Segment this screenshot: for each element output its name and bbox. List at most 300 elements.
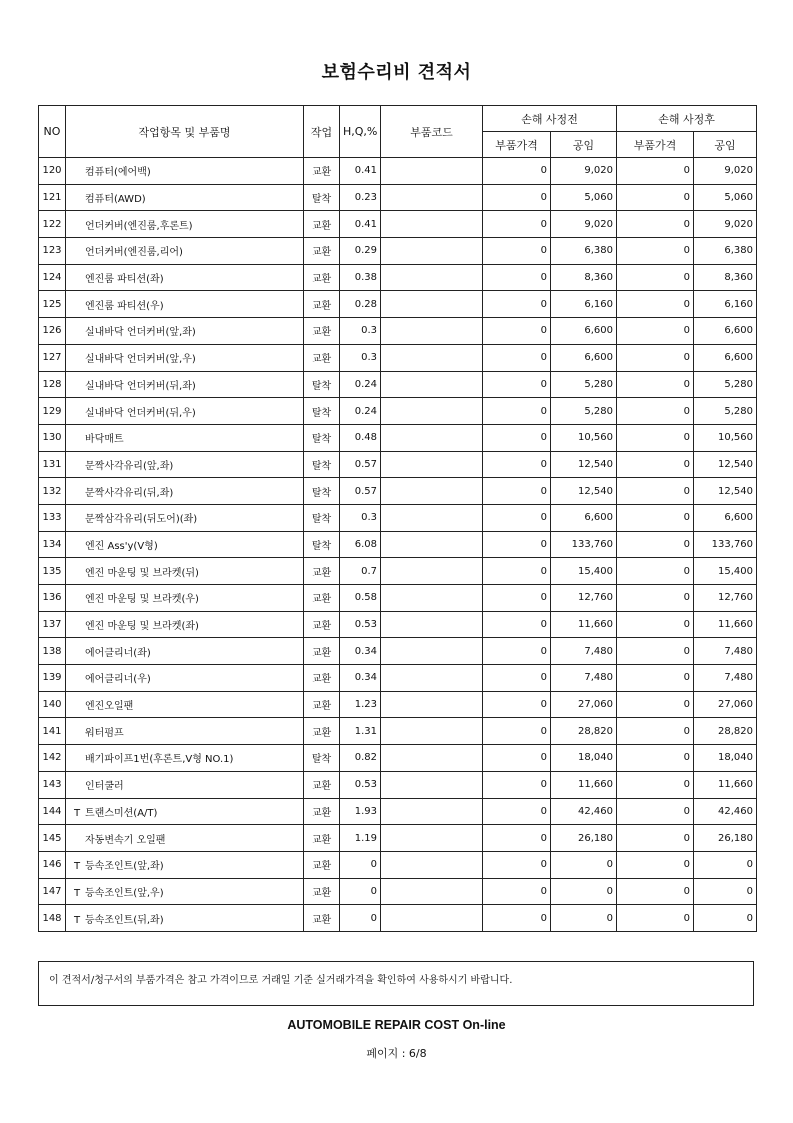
row-work: 교환 bbox=[304, 264, 340, 291]
row-price-before: 0 bbox=[483, 691, 551, 718]
row-name bbox=[66, 718, 304, 745]
table-row bbox=[39, 398, 757, 425]
row-price-after: 0 bbox=[617, 318, 694, 345]
row-name-text: 실내바닥 언더커버(뒤,우) bbox=[85, 407, 196, 419]
row-hq: 0.48 bbox=[340, 424, 381, 451]
header-price-before: 부품가격 bbox=[483, 132, 551, 158]
row-labor-after: 9,020 bbox=[694, 211, 757, 238]
row-hq: 0.28 bbox=[340, 291, 381, 318]
row-hq: 1.23 bbox=[340, 691, 381, 718]
row-price-after: 0 bbox=[617, 264, 694, 291]
row-price-after: 0 bbox=[617, 371, 694, 398]
row-work: 탈착 bbox=[304, 531, 340, 558]
row-price-before: 0 bbox=[483, 371, 551, 398]
row-work: 탈착 bbox=[304, 184, 340, 211]
row-labor-before: 9,020 bbox=[551, 211, 617, 238]
row-no: 125 bbox=[39, 291, 66, 318]
row-code bbox=[381, 318, 483, 345]
row-labor-after: 6,600 bbox=[694, 504, 757, 531]
row-price-after: 0 bbox=[617, 905, 694, 932]
row-mark: T bbox=[73, 914, 81, 926]
row-work: 교환 bbox=[304, 798, 340, 825]
row-price-before: 0 bbox=[483, 211, 551, 238]
row-work: 교환 bbox=[304, 825, 340, 852]
row-hq: 0 bbox=[340, 851, 381, 878]
row-code bbox=[381, 371, 483, 398]
table-row bbox=[39, 158, 757, 185]
row-labor-before: 6,160 bbox=[551, 291, 617, 318]
row-name bbox=[66, 158, 304, 185]
table-row bbox=[39, 905, 757, 932]
row-name-text: 언더커버(엔진룸,리어) bbox=[85, 247, 183, 259]
row-price-before: 0 bbox=[483, 905, 551, 932]
row-code bbox=[381, 478, 483, 505]
row-name-text: 엔진룸 파티션(우) bbox=[85, 300, 164, 312]
row-name bbox=[66, 585, 304, 612]
table-row bbox=[39, 371, 757, 398]
table-row bbox=[39, 504, 757, 531]
row-labor-after: 12,540 bbox=[694, 478, 757, 505]
row-no: 133 bbox=[39, 504, 66, 531]
row-code bbox=[381, 531, 483, 558]
table-row bbox=[39, 878, 757, 905]
row-hq: 0.57 bbox=[340, 451, 381, 478]
row-name-text: 실내바닥 언더커버(앞,우) bbox=[85, 354, 196, 366]
row-labor-after: 18,040 bbox=[694, 745, 757, 772]
row-work: 탈착 bbox=[304, 478, 340, 505]
row-labor-after: 15,400 bbox=[694, 558, 757, 585]
row-name-text: 배기파이프1번(후론트,V형 NO.1) bbox=[85, 754, 234, 766]
table-row bbox=[39, 531, 757, 558]
row-work: 교환 bbox=[304, 878, 340, 905]
row-price-after: 0 bbox=[617, 691, 694, 718]
row-price-before: 0 bbox=[483, 318, 551, 345]
row-labor-after: 28,820 bbox=[694, 718, 757, 745]
row-no: 141 bbox=[39, 718, 66, 745]
row-no: 129 bbox=[39, 398, 66, 425]
row-name bbox=[66, 558, 304, 585]
page-number: 페이지 : 6/8 bbox=[366, 1047, 427, 1060]
row-labor-after: 6,160 bbox=[694, 291, 757, 318]
row-price-before: 0 bbox=[483, 291, 551, 318]
table-header bbox=[39, 106, 757, 158]
row-no: 130 bbox=[39, 424, 66, 451]
row-labor-after: 7,480 bbox=[694, 638, 757, 665]
row-labor-after: 0 bbox=[694, 878, 757, 905]
row-labor-before: 6,600 bbox=[551, 318, 617, 345]
row-code bbox=[381, 211, 483, 238]
row-labor-after: 9,020 bbox=[694, 158, 757, 185]
row-price-after: 0 bbox=[617, 585, 694, 612]
row-mark: T bbox=[73, 807, 81, 819]
row-labor-before: 6,380 bbox=[551, 238, 617, 265]
row-hq: 0.53 bbox=[340, 611, 381, 638]
row-work: 교환 bbox=[304, 318, 340, 345]
row-name-text: 엔진 마운팅 및 브라켓(우) bbox=[85, 594, 199, 606]
row-name-text: 실내바닥 언더커버(앞,좌) bbox=[85, 327, 196, 339]
row-no: 143 bbox=[39, 771, 66, 798]
row-labor-before: 9,020 bbox=[551, 158, 617, 185]
row-price-after: 0 bbox=[617, 531, 694, 558]
row-name bbox=[66, 878, 304, 905]
table-row bbox=[39, 184, 757, 211]
row-no: 124 bbox=[39, 264, 66, 291]
header-labor-before: 공임 bbox=[551, 132, 617, 158]
table-row bbox=[39, 825, 757, 852]
row-code bbox=[381, 585, 483, 612]
row-price-after: 0 bbox=[617, 611, 694, 638]
row-price-before: 0 bbox=[483, 531, 551, 558]
row-no: 122 bbox=[39, 211, 66, 238]
row-labor-before: 7,480 bbox=[551, 638, 617, 665]
row-work: 교환 bbox=[304, 665, 340, 692]
header-before: 손해 사정전 bbox=[483, 106, 617, 132]
row-no: 146 bbox=[39, 851, 66, 878]
row-no: 139 bbox=[39, 665, 66, 692]
row-price-after: 0 bbox=[617, 211, 694, 238]
row-work: 탈착 bbox=[304, 504, 340, 531]
header-price-after: 부품가격 bbox=[617, 132, 694, 158]
row-price-after: 0 bbox=[617, 478, 694, 505]
row-labor-before: 6,600 bbox=[551, 504, 617, 531]
table-row bbox=[39, 451, 757, 478]
table-row bbox=[39, 558, 757, 585]
row-name bbox=[66, 371, 304, 398]
header-code: 부품코드 bbox=[381, 106, 483, 158]
row-labor-before: 0 bbox=[551, 878, 617, 905]
row-name-text: 등속조인트(앞,우) bbox=[85, 887, 164, 899]
row-name bbox=[66, 344, 304, 371]
row-price-after: 0 bbox=[617, 851, 694, 878]
row-name bbox=[66, 691, 304, 718]
table-row bbox=[39, 691, 757, 718]
row-labor-before: 10,560 bbox=[551, 424, 617, 451]
row-no: 120 bbox=[39, 158, 66, 185]
row-name bbox=[66, 665, 304, 692]
row-price-before: 0 bbox=[483, 771, 551, 798]
table-row bbox=[39, 718, 757, 745]
row-hq: 0.29 bbox=[340, 238, 381, 265]
row-price-before: 0 bbox=[483, 851, 551, 878]
row-price-before: 0 bbox=[483, 424, 551, 451]
row-code bbox=[381, 771, 483, 798]
row-name-text: 컴퓨터(에어백) bbox=[85, 167, 151, 179]
row-labor-before: 27,060 bbox=[551, 691, 617, 718]
row-hq: 0.38 bbox=[340, 264, 381, 291]
header-work: 작업 bbox=[304, 106, 340, 158]
row-price-after: 0 bbox=[617, 798, 694, 825]
table-row bbox=[39, 638, 757, 665]
row-name bbox=[66, 905, 304, 932]
row-code bbox=[381, 878, 483, 905]
row-price-after: 0 bbox=[617, 718, 694, 745]
row-labor-after: 10,560 bbox=[694, 424, 757, 451]
row-code bbox=[381, 558, 483, 585]
row-price-before: 0 bbox=[483, 264, 551, 291]
row-work: 교환 bbox=[304, 771, 340, 798]
row-work: 교환 bbox=[304, 585, 340, 612]
row-hq: 1.93 bbox=[340, 798, 381, 825]
row-price-after: 0 bbox=[617, 745, 694, 772]
row-labor-after: 12,540 bbox=[694, 451, 757, 478]
row-labor-after: 27,060 bbox=[694, 691, 757, 718]
row-price-after: 0 bbox=[617, 424, 694, 451]
row-mark: T bbox=[73, 887, 81, 899]
row-no: 137 bbox=[39, 611, 66, 638]
row-no: 148 bbox=[39, 905, 66, 932]
table-row bbox=[39, 771, 757, 798]
header-item: 작업항목 및 부품명 bbox=[66, 106, 304, 158]
table-row bbox=[39, 211, 757, 238]
row-hq: 0 bbox=[340, 878, 381, 905]
row-hq: 0.3 bbox=[340, 504, 381, 531]
row-price-before: 0 bbox=[483, 585, 551, 612]
row-hq: 0.34 bbox=[340, 665, 381, 692]
row-code bbox=[381, 451, 483, 478]
row-work: 교환 bbox=[304, 291, 340, 318]
row-name-text: 엔진 마운팅 및 브라켓(뒤) bbox=[85, 567, 199, 579]
row-name-text: 엔진오일팬 bbox=[85, 701, 134, 713]
row-no: 147 bbox=[39, 878, 66, 905]
row-price-after: 0 bbox=[617, 638, 694, 665]
row-price-before: 0 bbox=[483, 611, 551, 638]
row-no: 134 bbox=[39, 531, 66, 558]
header-hq: H,Q,% bbox=[340, 106, 381, 158]
row-hq: 1.31 bbox=[340, 718, 381, 745]
row-price-after: 0 bbox=[617, 878, 694, 905]
row-no: 127 bbox=[39, 344, 66, 371]
row-name-text: 트랜스미션(A/T) bbox=[85, 807, 158, 819]
row-labor-after: 133,760 bbox=[694, 531, 757, 558]
row-labor-after: 11,660 bbox=[694, 611, 757, 638]
row-work: 교환 bbox=[304, 344, 340, 371]
row-work: 교환 bbox=[304, 238, 340, 265]
row-labor-before: 12,540 bbox=[551, 451, 617, 478]
row-price-before: 0 bbox=[483, 504, 551, 531]
row-labor-after: 11,660 bbox=[694, 771, 757, 798]
row-labor-after: 8,360 bbox=[694, 264, 757, 291]
row-name-text: 에어클리너(좌) bbox=[85, 647, 151, 659]
row-labor-before: 5,280 bbox=[551, 371, 617, 398]
row-name bbox=[66, 318, 304, 345]
row-name-text: 컴퓨터(AWD) bbox=[85, 194, 146, 206]
row-price-after: 0 bbox=[617, 665, 694, 692]
table-row bbox=[39, 745, 757, 772]
row-labor-after: 6,600 bbox=[694, 344, 757, 371]
row-price-after: 0 bbox=[617, 344, 694, 371]
row-no: 138 bbox=[39, 638, 66, 665]
row-labor-before: 18,040 bbox=[551, 745, 617, 772]
row-labor-before: 8,360 bbox=[551, 264, 617, 291]
row-labor-before: 5,060 bbox=[551, 184, 617, 211]
row-labor-before: 6,600 bbox=[551, 344, 617, 371]
row-work: 교환 bbox=[304, 905, 340, 932]
row-hq: 0.7 bbox=[340, 558, 381, 585]
row-price-before: 0 bbox=[483, 745, 551, 772]
table-row bbox=[39, 665, 757, 692]
row-code bbox=[381, 638, 483, 665]
row-price-before: 0 bbox=[483, 718, 551, 745]
row-code bbox=[381, 264, 483, 291]
row-hq: 0.3 bbox=[340, 318, 381, 345]
row-code bbox=[381, 398, 483, 425]
row-labor-before: 12,540 bbox=[551, 478, 617, 505]
row-name-text: 엔진 Ass'y(V형) bbox=[85, 540, 158, 552]
row-no: 142 bbox=[39, 745, 66, 772]
row-price-before: 0 bbox=[483, 798, 551, 825]
row-price-after: 0 bbox=[617, 825, 694, 852]
row-code bbox=[381, 851, 483, 878]
row-hq: 0.34 bbox=[340, 638, 381, 665]
row-work: 탈착 bbox=[304, 371, 340, 398]
row-hq: 1.19 bbox=[340, 825, 381, 852]
table-row bbox=[39, 238, 757, 265]
table-row bbox=[39, 424, 757, 451]
row-code bbox=[381, 745, 483, 772]
header-after: 손해 사정후 bbox=[617, 106, 757, 132]
row-name bbox=[66, 424, 304, 451]
row-price-before: 0 bbox=[483, 558, 551, 585]
table-row bbox=[39, 344, 757, 371]
row-name bbox=[66, 264, 304, 291]
row-no: 131 bbox=[39, 451, 66, 478]
row-name bbox=[66, 638, 304, 665]
row-price-before: 0 bbox=[483, 878, 551, 905]
row-labor-after: 0 bbox=[694, 905, 757, 932]
row-labor-after: 6,600 bbox=[694, 318, 757, 345]
row-work: 교환 bbox=[304, 558, 340, 585]
row-hq: 0.41 bbox=[340, 158, 381, 185]
row-code bbox=[381, 504, 483, 531]
row-work: 교환 bbox=[304, 851, 340, 878]
row-no: 135 bbox=[39, 558, 66, 585]
row-labor-after: 5,280 bbox=[694, 398, 757, 425]
row-price-after: 0 bbox=[617, 504, 694, 531]
row-name bbox=[66, 478, 304, 505]
row-labor-after: 5,280 bbox=[694, 371, 757, 398]
row-price-after: 0 bbox=[617, 184, 694, 211]
row-price-after: 0 bbox=[617, 291, 694, 318]
row-work: 교환 bbox=[304, 718, 340, 745]
row-name bbox=[66, 451, 304, 478]
row-name-text: 워터펌프 bbox=[85, 727, 124, 739]
row-labor-after: 26,180 bbox=[694, 825, 757, 852]
row-name-text: 등속조인트(앞,좌) bbox=[85, 861, 164, 873]
row-code bbox=[381, 291, 483, 318]
table-row bbox=[39, 264, 757, 291]
row-no: 126 bbox=[39, 318, 66, 345]
row-no: 121 bbox=[39, 184, 66, 211]
row-price-before: 0 bbox=[483, 158, 551, 185]
row-hq: 0.57 bbox=[340, 478, 381, 505]
row-price-after: 0 bbox=[617, 398, 694, 425]
row-work: 교환 bbox=[304, 211, 340, 238]
row-work: 탈착 bbox=[304, 398, 340, 425]
row-labor-after: 5,060 bbox=[694, 184, 757, 211]
row-name-text: 바닥매트 bbox=[85, 434, 124, 446]
row-name-text: 문짝사각유리(뒤,좌) bbox=[85, 487, 174, 499]
page-title: 보험수리비 견적서 bbox=[321, 62, 472, 83]
row-no: 140 bbox=[39, 691, 66, 718]
row-no: 132 bbox=[39, 478, 66, 505]
table-row bbox=[39, 798, 757, 825]
row-name bbox=[66, 851, 304, 878]
row-price-after: 0 bbox=[617, 158, 694, 185]
row-price-before: 0 bbox=[483, 665, 551, 692]
row-work: 탈착 bbox=[304, 745, 340, 772]
row-price-before: 0 bbox=[483, 638, 551, 665]
row-name-text: 등속조인트(뒤,좌) bbox=[85, 914, 164, 926]
row-labor-before: 133,760 bbox=[551, 531, 617, 558]
row-price-before: 0 bbox=[483, 825, 551, 852]
row-labor-before: 5,280 bbox=[551, 398, 617, 425]
row-labor-before: 0 bbox=[551, 851, 617, 878]
row-price-before: 0 bbox=[483, 398, 551, 425]
row-name bbox=[66, 238, 304, 265]
row-labor-after: 0 bbox=[694, 851, 757, 878]
table-row bbox=[39, 478, 757, 505]
row-code bbox=[381, 158, 483, 185]
row-hq: 0.3 bbox=[340, 344, 381, 371]
row-work: 탈착 bbox=[304, 424, 340, 451]
row-name-text: 실내바닥 언더커버(뒤,좌) bbox=[85, 380, 196, 392]
row-name bbox=[66, 825, 304, 852]
row-price-before: 0 bbox=[483, 478, 551, 505]
row-hq: 0.23 bbox=[340, 184, 381, 211]
row-price-before: 0 bbox=[483, 238, 551, 265]
header-labor-after: 공임 bbox=[694, 132, 757, 158]
row-price-after: 0 bbox=[617, 771, 694, 798]
row-hq: 0.24 bbox=[340, 371, 381, 398]
row-labor-before: 28,820 bbox=[551, 718, 617, 745]
row-code bbox=[381, 424, 483, 451]
table-row bbox=[39, 851, 757, 878]
row-code bbox=[381, 691, 483, 718]
row-code bbox=[381, 905, 483, 932]
row-mark: T bbox=[73, 861, 81, 873]
row-labor-before: 0 bbox=[551, 905, 617, 932]
row-work: 탈착 bbox=[304, 451, 340, 478]
table-row bbox=[39, 585, 757, 612]
row-name bbox=[66, 398, 304, 425]
row-name bbox=[66, 504, 304, 531]
row-hq: 0.82 bbox=[340, 745, 381, 772]
row-labor-before: 26,180 bbox=[551, 825, 617, 852]
row-labor-before: 11,660 bbox=[551, 611, 617, 638]
notice-box: 이 견적서/청구서의 부품가격은 참고 가격이므로 거래일 기준 실거래가격을 확인하여 사용하시기 바랍니다. bbox=[38, 961, 754, 1006]
row-labor-after: 7,480 bbox=[694, 665, 757, 692]
row-labor-after: 12,760 bbox=[694, 585, 757, 612]
row-labor-after: 42,460 bbox=[694, 798, 757, 825]
row-no: 128 bbox=[39, 371, 66, 398]
row-work: 교환 bbox=[304, 691, 340, 718]
row-name bbox=[66, 745, 304, 772]
row-name-text: 언더커버(엔진룸,후론트) bbox=[85, 220, 193, 232]
row-name-text: 문짝사각유리(앞,좌) bbox=[85, 460, 174, 472]
row-price-after: 0 bbox=[617, 558, 694, 585]
row-hq: 0.41 bbox=[340, 211, 381, 238]
row-name bbox=[66, 184, 304, 211]
row-hq: 0.24 bbox=[340, 398, 381, 425]
row-no: 123 bbox=[39, 238, 66, 265]
row-no: 144 bbox=[39, 798, 66, 825]
row-price-before: 0 bbox=[483, 184, 551, 211]
row-code bbox=[381, 718, 483, 745]
row-price-before: 0 bbox=[483, 344, 551, 371]
row-name bbox=[66, 771, 304, 798]
row-code bbox=[381, 184, 483, 211]
row-hq: 6.08 bbox=[340, 531, 381, 558]
